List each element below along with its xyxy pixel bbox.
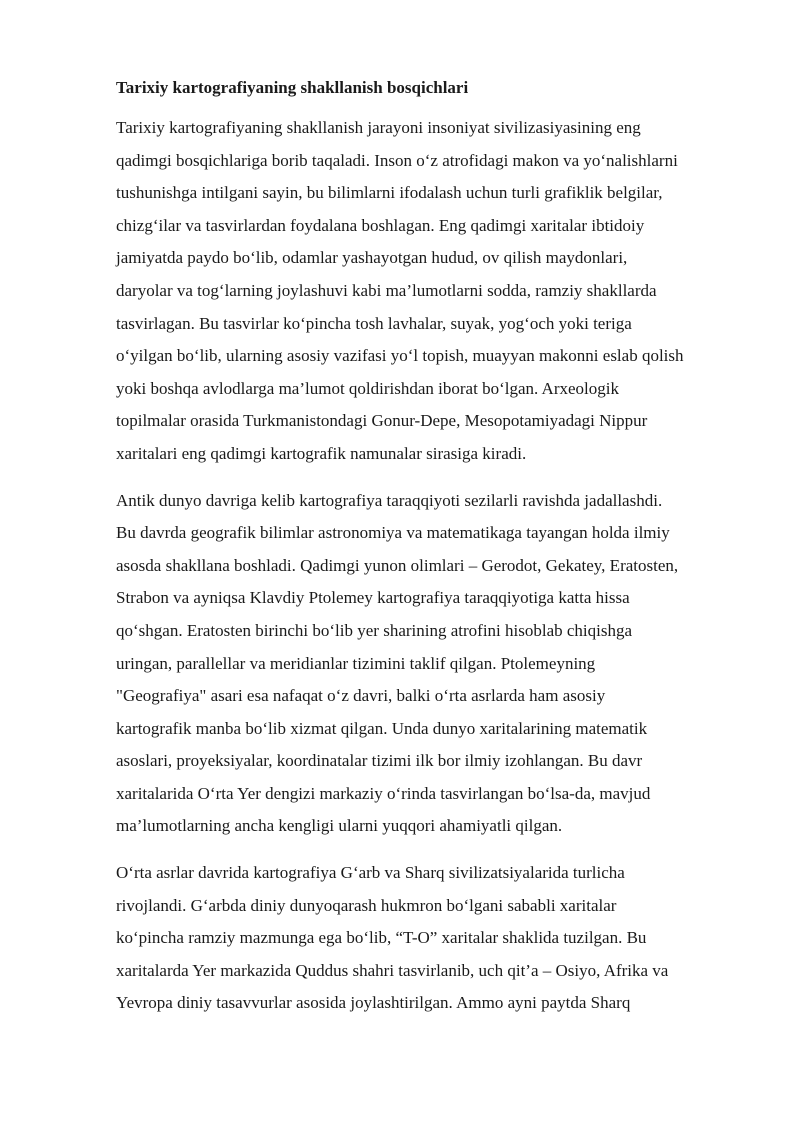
text-line: xaritalari eng qadimgi kartografik namunalar sirasiga kiradi.	[116, 443, 527, 463]
document-heading: Tarixiy kartografiyaning shakllanish bosqichlari	[116, 78, 469, 97]
text-line: tushunishga intilgani sayin, bu bilimlarni ifodalash uchun turli grafiklik belgilar,	[116, 183, 663, 203]
text-line: xaritalarida O‘rta Yer dengizi markaziy o‘rinda tasvirlangan bo‘lsa-da, mavjud	[116, 783, 651, 803]
document-body	[116, 72, 748, 1034]
paragraph-2	[116, 485, 748, 844]
text-line: uringan, parallellar va meridianlar tizimini taklif qilgan. Ptolemeyning	[116, 653, 596, 673]
text-line: topilmalar orasida Turkmanistondagi Gonur-Depe, Mesopotamiyadagi Nippur	[116, 411, 648, 431]
text-line: yoki boshqa avlodlarga ma’lumot qoldirishdan iborat bo‘lgan. Arxeologik	[116, 378, 619, 398]
text-line: daryolar va tog‘larning joylashuvi kabi ma’lumotlarni sodda, ramziy shakllarda	[116, 280, 657, 300]
text-line: Tarixiy kartografiyaning shakllanish jarayoni insoniyat sivilizasiyasining eng	[116, 118, 641, 137]
text-line: qadimgi bosqichlariga borib taqaladi. Inson o‘z atrofidagi makon va yo‘nalishlarni	[116, 150, 678, 170]
text-line: kartografik manba bo‘lib xizmat qilgan. Unda dunyo xaritalarining matematik	[116, 718, 648, 738]
text-line: Bu davrda geografik bilimlar astronomiya va matematikaga tayangan holda ilmiy	[116, 523, 670, 543]
text-line: Strabon va ayniqsa Klavdiy Ptolemey kartografiya taraqqiyotiga katta hissa	[116, 588, 630, 608]
text-line: O‘rta asrlar davrida kartografiya G‘arb va Sharq sivilizatsiyalarida turlicha	[116, 863, 625, 883]
text-line: jamiyatda paydo bo‘lib, odamlar yashayotgan hudud, ov qilish maydonlari,	[116, 248, 628, 268]
text-line: tasvirlagan. Bu tasvirlar ko‘pincha tosh lavhalar, suyak, yog‘och yoki teriga	[116, 313, 632, 333]
text-line: rivojlandi. G‘arbda diniy dunyoqarash hukmron bo‘lgani sababli xaritalar	[116, 895, 617, 915]
paragraph-3	[116, 857, 748, 1020]
paragraph-1	[116, 112, 748, 471]
text-line: Yevropa diniy tasavvurlar asosida joylashtirilgan. Ammo ayni paytda Sharq	[116, 993, 631, 1013]
text-line: "Geografiya" asari esa nafaqat o‘z davri, balki o‘rta asrlarda ham asosiy	[116, 686, 606, 706]
text-line: asosda shakllana boshladi. Qadimgi yunon olimlari – Gerodot, Gekatey, Eratosten,	[116, 555, 679, 575]
text-line: Antik dunyo davriga kelib kartografiya taraqqiyoti sezilarli ravishda jadallashdi.	[116, 490, 663, 510]
text-line: chizg‘ilar va tasvirlardan foydalana boshlagan. Eng qadimgi xaritalar ibtidoiy	[116, 215, 645, 235]
text-line: ko‘pincha ramziy mazmunga ega bo‘lib, “T-O” xaritalar shaklida tuzilgan. Bu	[116, 928, 647, 948]
text-line: asoslari, proyeksiyalar, koordinatalar tizimi ilk bor ilmiy izohlangan. Bu davr	[116, 751, 643, 771]
text-line: ma’lumotlarning ancha kengligi ularni yuqqori ahamiyatli qilgan.	[116, 816, 563, 836]
text-line: xaritalarda Yer markazida Quddus shahri tasvirlanib, uch qit’a – Osiyo, Afrika va	[116, 960, 669, 980]
text-line: o‘yilgan bo‘lib, ularning asosiy vazifasi yo‘l topish, muayyan makonni eslab qolish	[116, 346, 684, 366]
text-line: qo‘shgan. Eratosten birinchi bo‘lib yer sharining atrofini hisoblab chiqishga	[116, 620, 633, 640]
